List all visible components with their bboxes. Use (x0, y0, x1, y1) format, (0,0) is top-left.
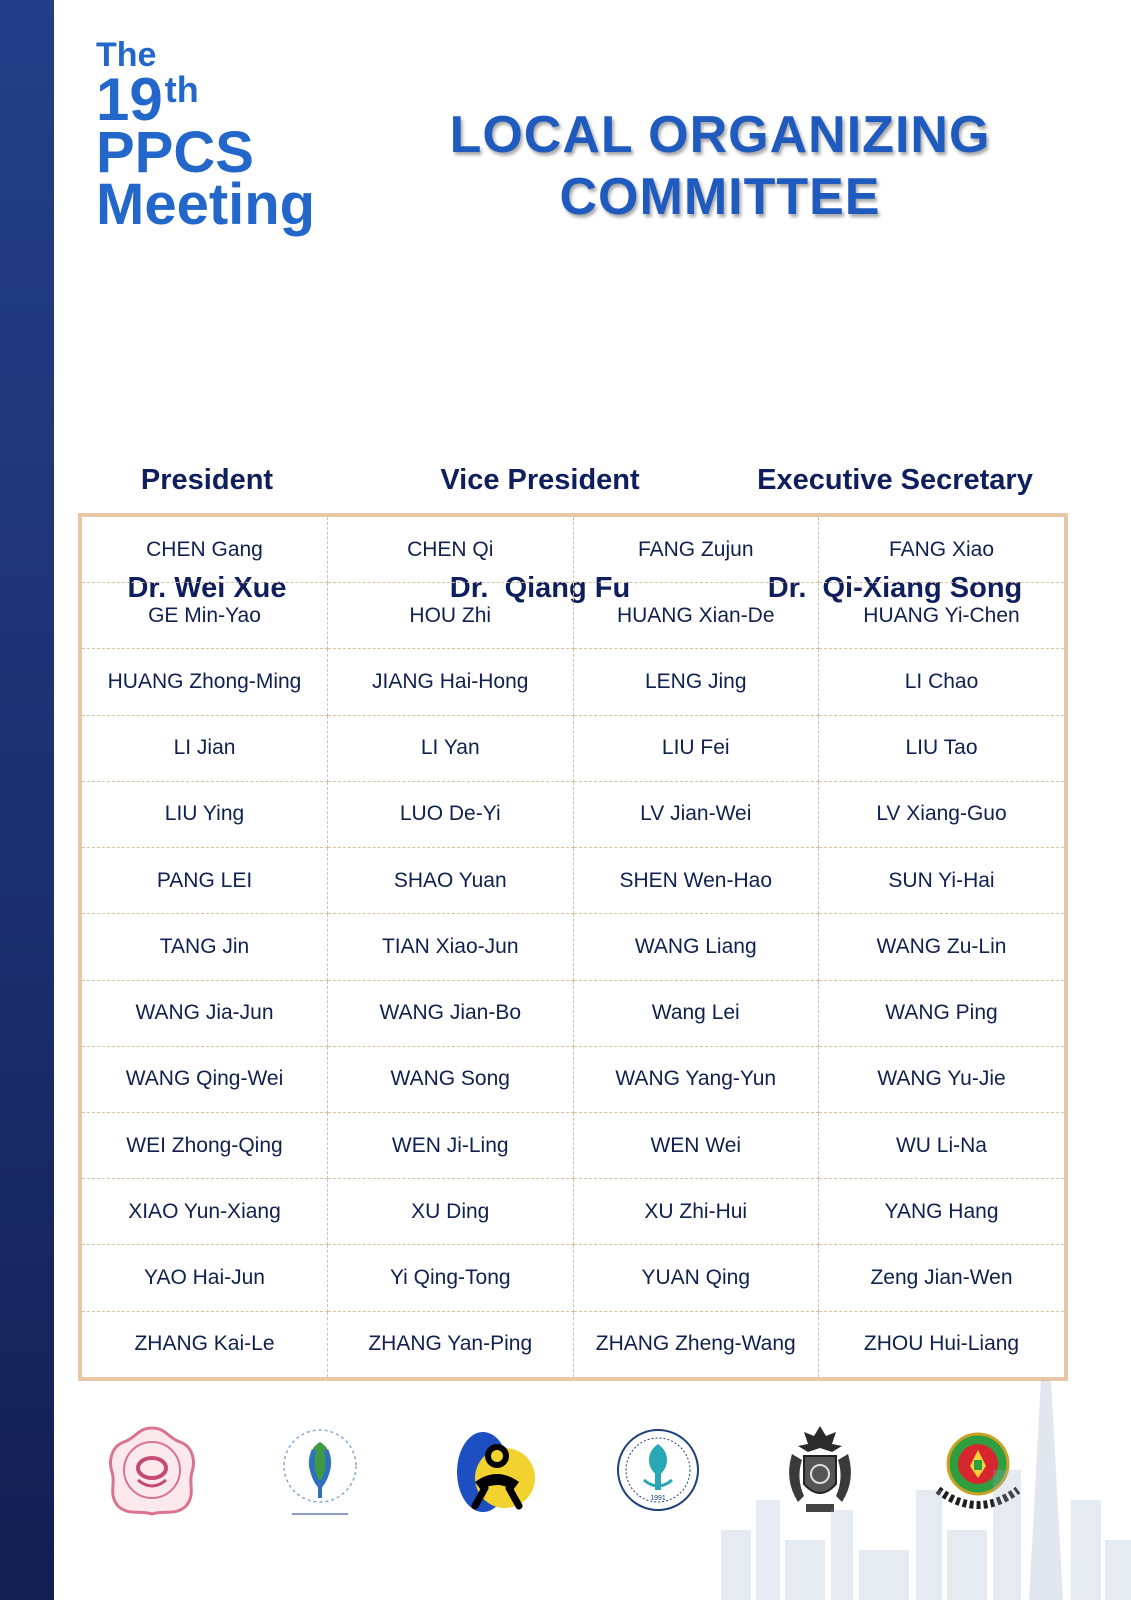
member-name-cell: LV Xiang-Guo (819, 781, 1065, 847)
member-name-cell: LI Yan (328, 715, 574, 781)
member-name-cell: CHEN Qi (328, 517, 574, 583)
member-name-cell: CHEN Gang (82, 517, 328, 583)
committee-title-line2: COMMITTEE (559, 168, 881, 226)
member-name-cell: ZHANG Yan-Ping (328, 1311, 574, 1377)
table-row (82, 1245, 1064, 1311)
table-row (82, 914, 1064, 980)
member-name-cell: TANG Jin (82, 914, 328, 980)
member-name-cell: XU Ding (328, 1179, 574, 1245)
member-name-cell: HUANG Xian-De (573, 583, 819, 649)
korean-continence-society-logo (608, 1420, 708, 1520)
member-name-cell: LUO De-Yi (328, 781, 574, 847)
member-name-cell: WEI Zhong-Qing (82, 1112, 328, 1178)
member-name-cell: LIU Fei (573, 715, 819, 781)
meeting-title-meeting: Meeting (96, 172, 316, 237)
member-name-cell: XU Zhi-Hui (573, 1179, 819, 1245)
table-row (82, 1046, 1064, 1112)
member-name-cell: SHAO Yuan (328, 848, 574, 914)
table-row (82, 583, 1064, 649)
table-row (82, 649, 1064, 715)
member-name-cell: Wang Lei (573, 980, 819, 1046)
table-row (82, 517, 1064, 583)
officer-role: Vice President (440, 464, 640, 496)
member-name-cell: WANG Jian-Bo (328, 980, 574, 1046)
continence-society-logo-pink (102, 1420, 202, 1520)
member-name-cell: HUANG Yi-Chen (819, 583, 1065, 649)
member-name-cell: WANG Yang-Yun (573, 1046, 819, 1112)
member-name-cell: WANG Yu-Jie (819, 1046, 1065, 1112)
member-name-cell: XIAO Yun-Xiang (82, 1179, 328, 1245)
member-name-cell: LENG Jing (573, 649, 819, 715)
city-skyline-watermark (711, 1380, 1131, 1600)
meeting-title (96, 36, 316, 237)
member-name-cell: FANG Zujun (573, 517, 819, 583)
member-name-cell: JIANG Hai-Hong (328, 649, 574, 715)
officer-name: Dr. Qiang Fu (449, 572, 631, 604)
member-name-cell: YANG Hang (819, 1179, 1065, 1245)
table-row (82, 980, 1064, 1046)
member-name-cell: WEN Wei (573, 1112, 819, 1178)
table-row (82, 848, 1064, 914)
member-name-cell: FANG Xiao (819, 517, 1065, 583)
member-name-cell: WANG Jia-Jun (82, 980, 328, 1046)
japanese-continence-society-logo (270, 1420, 370, 1520)
figure-logo-blue-yellow (445, 1420, 545, 1520)
member-name-cell: HUANG Zhong-Ming (82, 649, 328, 715)
member-name-cell: WANG Qing-Wei (82, 1046, 328, 1112)
member-name-cell: Yi Qing-Tong (328, 1245, 574, 1311)
table-row (82, 781, 1064, 847)
member-name-cell: SUN Yi-Hai (819, 848, 1065, 914)
table-row (82, 1179, 1064, 1245)
member-name-cell: Zeng Jian-Wen (819, 1245, 1065, 1311)
member-name-cell: WANG Song (328, 1046, 574, 1112)
member-name-cell: TIAN Xiao-Jun (328, 914, 574, 980)
table-row (82, 1112, 1064, 1178)
member-table (82, 517, 1064, 1377)
member-name-cell: LI Jian (82, 715, 328, 781)
table-row (82, 1311, 1064, 1377)
member-name-cell: LIU Ying (82, 781, 328, 847)
officer-role: President (140, 464, 274, 496)
officer-name: Dr. Wei Xue (127, 572, 287, 604)
left-sidebar-band (0, 0, 54, 1600)
meeting-title-the: The (96, 36, 157, 74)
member-name-cell: YAO Hai-Jun (82, 1245, 328, 1311)
officer-name: Dr. Qi-Xiang Song (767, 572, 1023, 604)
member-name-cell: WANG Ping (819, 980, 1065, 1046)
committee-title-line1: LOCAL ORGANIZING (449, 106, 991, 164)
meeting-title-number: 19th (96, 66, 199, 133)
member-name-cell: ZHOU Hui-Liang (863, 1332, 1020, 1356)
member-name-cell: SHEN Wen-Hao (573, 848, 819, 914)
member-name-cell: WU Li-Na (819, 1112, 1065, 1178)
member-name-cell: WANG Zu-Lin (819, 914, 1065, 980)
member-name-cell: LIU Tao (819, 715, 1065, 781)
member-name-cell: YUAN Qing (573, 1245, 819, 1311)
member-table-frame (78, 513, 1068, 1381)
officer-role: Executive Secretary (757, 464, 1033, 496)
member-name-cell: PANG LEI (82, 848, 328, 914)
korean-logo-year: 1991 (650, 1495, 666, 1502)
member-name-cell: LI Chao (819, 649, 1065, 715)
member-name-cell: LV Jian-Wei (573, 781, 819, 847)
member-name-cell: WANG Liang (573, 914, 819, 980)
member-name-cell: GE Min-Yao (82, 583, 328, 649)
member-name-cell: ZHANG Zheng-Wang (573, 1311, 819, 1377)
table-row (82, 715, 1064, 781)
member-name-cell: HOU Zhi (328, 583, 574, 649)
member-name-cell: WEN Ji-Ling (328, 1112, 574, 1178)
member-name-cell: ZHANG Kai-Le (82, 1311, 328, 1377)
committee-title (420, 104, 1020, 228)
meeting-title-ppcs: PPCS (96, 120, 254, 185)
